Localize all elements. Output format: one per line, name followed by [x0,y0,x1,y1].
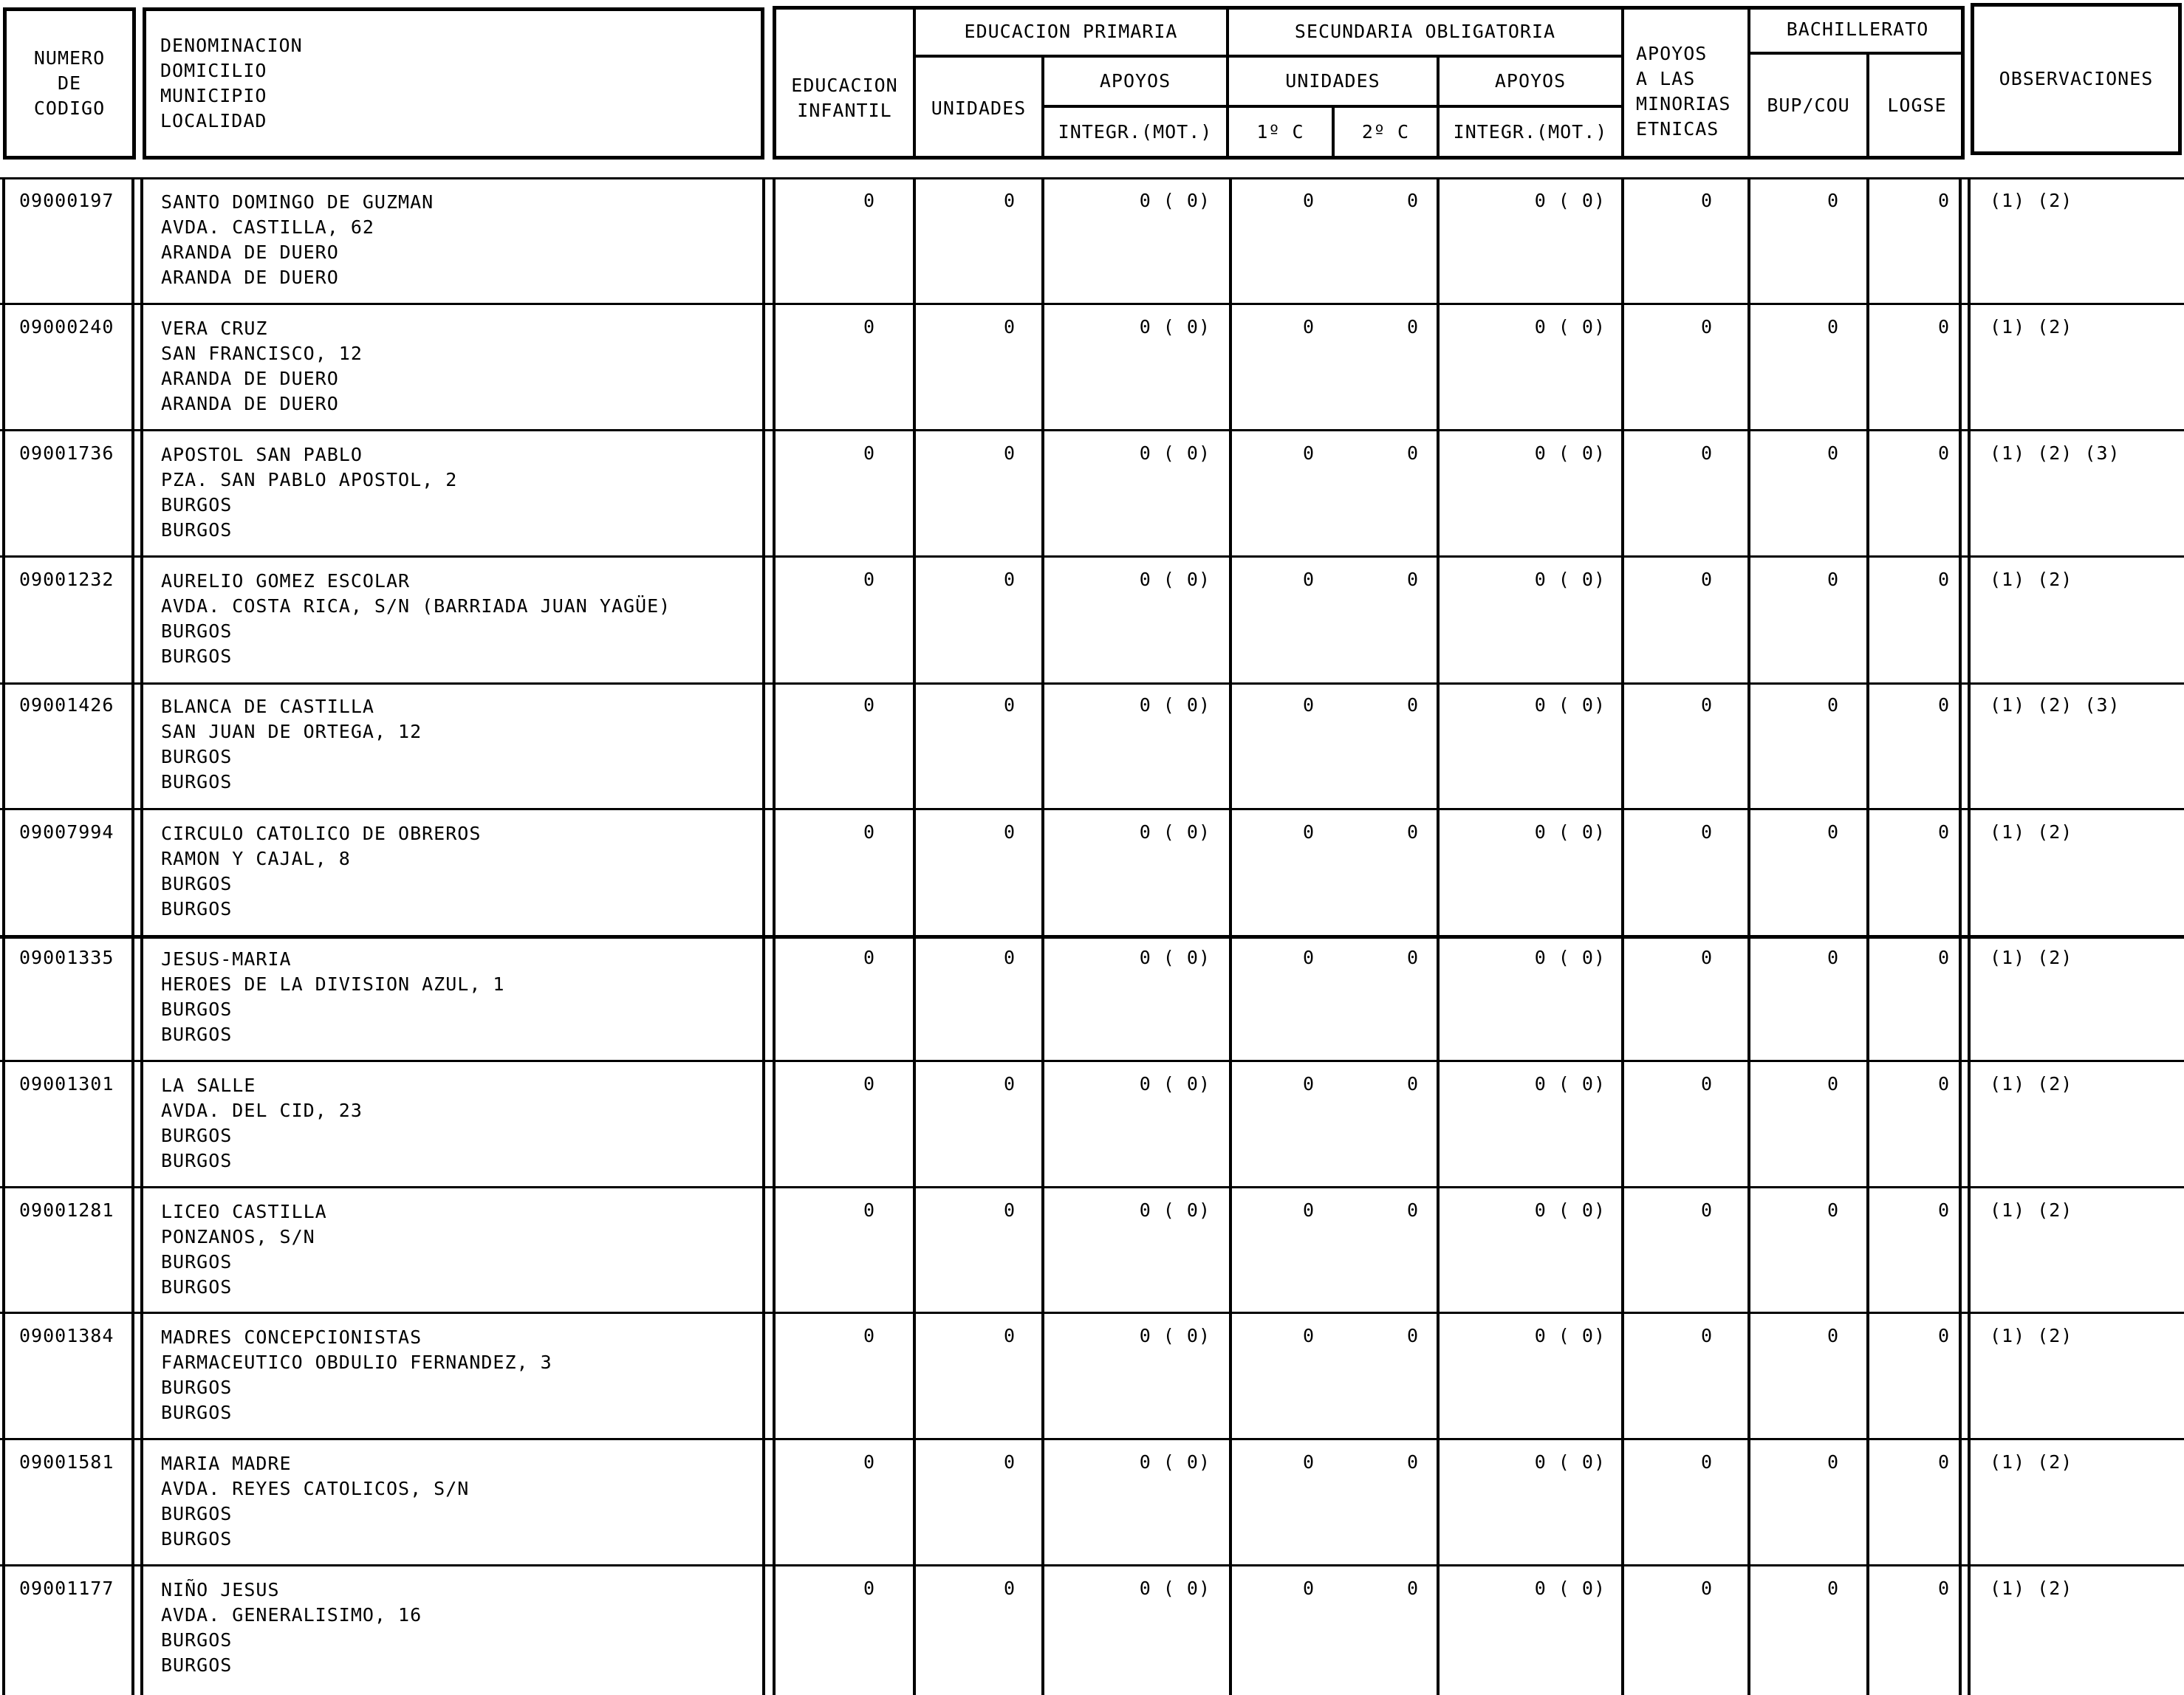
row-secundaria-2c: 0 [1406,569,1419,590]
row-name: NIÑO JESUS [161,1579,280,1600]
row-primaria-apoyos: 0 ( 0) [1139,694,1211,716]
row-secundaria-2c: 0 [1406,1073,1419,1095]
row-primaria-apoyos: 0 ( 0) [1139,947,1211,968]
row-localidad: BURGOS [161,519,233,541]
row-address: AVDA. DEL CID, 23 [161,1100,363,1121]
row-infantil: 0 [863,694,875,716]
row-localidad: BURGOS [161,1024,233,1045]
row-secundaria-1c: 0 [1302,1199,1315,1221]
row-primaria-unidades: 0 [1003,1199,1016,1221]
row-primaria-unidades: 0 [1003,694,1016,716]
row-localidad: BURGOS [161,1654,233,1676]
row-primaria-unidades: 0 [1003,1451,1016,1473]
row-infantil: 0 [863,1451,875,1473]
row-logse: 0 [1937,1451,1950,1473]
row-localidad: BURGOS [161,1528,233,1550]
header-observaciones: OBSERVACIONES [1999,68,2154,89]
row-observaciones: (1) (2) [1990,1199,2073,1221]
row-secundaria-2c: 0 [1406,1578,1419,1599]
row-secundaria-2c: 0 [1406,190,1419,211]
table-row [0,1315,2184,1439]
row-bup-cou: 0 [1827,1199,1839,1221]
row-address: AVDA. CASTILLA, 62 [161,216,374,238]
row-secundaria-apoyos: 0 ( 0) [1534,1578,1606,1599]
row-minorias: 0 [1700,1199,1713,1221]
row-divider [0,1564,2184,1566]
row-address: PONZANOS, S/N [161,1226,315,1247]
row-bup-cou: 0 [1827,316,1839,338]
table-row [0,811,2184,935]
row-localidad: BURGOS [161,1402,233,1423]
row-logse: 0 [1937,190,1950,211]
row-secundaria-apoyos: 0 ( 0) [1534,694,1606,716]
row-code: 09001736 [19,442,114,464]
row-infantil: 0 [863,1578,875,1599]
row-infantil: 0 [863,821,875,843]
row-secundaria-2c: 0 [1406,821,1419,843]
header-bachillerato: BACHILLERATO [1786,18,1929,40]
row-secundaria-apoyos: 0 ( 0) [1534,1325,1606,1346]
header-secundaria-unidades: UNIDADES [1285,70,1380,92]
row-primaria-unidades: 0 [1003,821,1016,843]
row-primaria-apoyos: 0 ( 0) [1139,569,1211,590]
row-observaciones: (1) (2) [1990,190,2073,211]
row-minorias: 0 [1700,569,1713,590]
header-secundaria-obligatoria: SECUNDARIA OBLIGATORIA [1294,21,1556,42]
row-name: APOSTOL SAN PABLO [161,444,363,465]
row-localidad: ARANDA DE DUERO [161,267,339,288]
row-municipio: BURGOS [161,1629,233,1651]
row-name: SANTO DOMINGO DE GUZMAN [161,191,434,213]
row-logse: 0 [1937,569,1950,590]
row-code: 09001232 [19,569,114,590]
row-code: 09001335 [19,947,114,968]
body-top-line [0,177,2184,179]
row-infantil: 0 [863,190,875,211]
row-secundaria-1c: 0 [1302,316,1315,338]
row-logse: 0 [1937,442,1950,464]
row-municipio: BURGOS [161,746,233,767]
row-address: AVDA. COSTA RICA, S/N (BARRIADA JUAN YAGÜE) [161,595,671,617]
row-minorias: 0 [1700,1325,1713,1346]
row-secundaria-apoyos: 0 ( 0) [1534,569,1606,590]
row-secundaria-apoyos: 0 ( 0) [1534,316,1606,338]
row-logse: 0 [1937,694,1950,716]
row-bup-cou: 0 [1827,569,1839,590]
row-minorias: 0 [1700,316,1713,338]
row-divider [0,808,2184,810]
row-name: VERA CRUZ [161,318,268,339]
row-code: 09001581 [19,1451,114,1473]
row-secundaria-apoyos: 0 ( 0) [1534,442,1606,464]
row-primaria-apoyos: 0 ( 0) [1139,190,1211,211]
header-primaria-apoyos: APOYOS [1099,70,1171,92]
header-primaria-unidades: UNIDADES [931,97,1027,119]
row-bup-cou: 0 [1827,821,1839,843]
row-code: 09007994 [19,821,114,843]
row-address: AVDA. GENERALISIMO, 16 [161,1604,422,1626]
row-primaria-unidades: 0 [1003,569,1016,590]
row-divider [0,935,2184,939]
row-secundaria-apoyos: 0 ( 0) [1534,821,1606,843]
row-secundaria-1c: 0 [1302,821,1315,843]
row-divider [0,1060,2184,1062]
table-row [0,558,2184,682]
table-row [0,939,2184,1061]
row-observaciones: (1) (2) [1990,1325,2073,1346]
row-primaria-apoyos: 0 ( 0) [1139,1578,1211,1599]
row-name: JESUS-MARIA [161,948,292,970]
header-educacion-primaria: EDUCACION PRIMARIA [964,21,1178,42]
row-observaciones: (1) (2) [1990,316,2073,338]
row-secundaria-2c: 0 [1406,947,1419,968]
row-divider [0,1186,2184,1188]
row-municipio: ARANDA DE DUERO [161,368,339,389]
header-bup-cou: BUP/COU [1767,95,1850,116]
row-code: 09000240 [19,316,114,338]
row-secundaria-1c: 0 [1302,947,1315,968]
table-row [0,181,2184,304]
row-infantil: 0 [863,1325,875,1346]
row-municipio: BURGOS [161,999,233,1020]
row-secundaria-apoyos: 0 ( 0) [1534,190,1606,211]
row-bup-cou: 0 [1827,190,1839,211]
row-minorias: 0 [1700,1578,1713,1599]
row-address: SAN JUAN DE ORTEGA, 12 [161,721,422,742]
row-primaria-unidades: 0 [1003,442,1016,464]
row-address: AVDA. REYES CATOLICOS, S/N [161,1478,470,1499]
row-name: BLANCA DE CASTILLA [161,696,374,717]
header-apoyos-minorias: APOYOS A LAS MINORIAS ETNICAS [1636,43,1731,140]
row-secundaria-2c: 0 [1406,1325,1419,1346]
row-divider [0,303,2184,305]
header-primaria-integr: INTEGR.(MOT.) [1058,121,1213,143]
table-row [0,1063,2184,1187]
row-localidad: ARANDA DE DUERO [161,393,339,414]
row-address: FARMACEUTICO OBDULIO FERNANDEZ, 3 [161,1352,552,1373]
row-code: 09001426 [19,694,114,716]
row-primaria-unidades: 0 [1003,1073,1016,1095]
row-name: LICEO CASTILLA [161,1201,327,1222]
row-minorias: 0 [1700,1451,1713,1473]
row-primaria-unidades: 0 [1003,947,1016,968]
row-primaria-apoyos: 0 ( 0) [1139,1451,1211,1473]
row-divider [0,429,2184,431]
row-bup-cou: 0 [1827,1451,1839,1473]
row-minorias: 0 [1700,190,1713,211]
row-observaciones: (1) (2) [1990,1451,2073,1473]
row-municipio: BURGOS [161,1125,233,1146]
row-minorias: 0 [1700,947,1713,968]
row-observaciones: (1) (2) [1990,1578,2073,1599]
row-name: CIRCULO CATOLICO DE OBREROS [161,823,482,844]
row-logse: 0 [1937,947,1950,968]
row-name: MARIA MADRE [161,1453,292,1474]
row-name: LA SALLE [161,1075,256,1096]
row-address: HEROES DE LA DIVISION AZUL, 1 [161,973,505,995]
row-observaciones: (1) (2) [1990,947,2073,968]
row-divider [0,1438,2184,1440]
row-code: 09001384 [19,1325,114,1346]
row-infantil: 0 [863,442,875,464]
row-minorias: 0 [1700,694,1713,716]
row-name: MADRES CONCEPCIONISTAS [161,1326,422,1348]
row-infantil: 0 [863,316,875,338]
table-row [0,1567,2184,1691]
header-secundaria-integr: INTEGR.(MOT.) [1453,121,1608,143]
row-secundaria-1c: 0 [1302,569,1315,590]
row-secundaria-2c: 0 [1406,1451,1419,1473]
row-code: 09001281 [19,1199,114,1221]
row-logse: 0 [1937,1325,1950,1346]
row-localidad: BURGOS [161,646,233,667]
row-code: 09000197 [19,190,114,211]
row-secundaria-1c: 0 [1302,442,1315,464]
row-secundaria-1c: 0 [1302,1073,1315,1095]
row-primaria-unidades: 0 [1003,190,1016,211]
row-name: AURELIO GOMEZ ESCOLAR [161,570,411,592]
row-municipio: BURGOS [161,1251,233,1273]
row-logse: 0 [1937,1199,1950,1221]
row-bup-cou: 0 [1827,1578,1839,1599]
row-divider [0,555,2184,558]
header-denominacion: DENOMINACION DOMICILIO MUNICIPIO LOCALIDAD [160,35,303,131]
row-primaria-apoyos: 0 ( 0) [1139,821,1211,843]
row-primaria-unidades: 0 [1003,1578,1016,1599]
header-secundaria-apoyos: APOYOS [1494,70,1567,92]
row-infantil: 0 [863,1199,875,1221]
row-secundaria-2c: 0 [1406,442,1419,464]
row-bup-cou: 0 [1827,694,1839,716]
row-primaria-apoyos: 0 ( 0) [1139,1325,1211,1346]
header-logse: LOGSE [1887,95,1947,116]
row-observaciones: (1) (2) (3) [1990,694,2120,716]
row-secundaria-2c: 0 [1406,694,1419,716]
row-secundaria-1c: 0 [1302,1325,1315,1346]
row-infantil: 0 [863,569,875,590]
row-logse: 0 [1937,1578,1950,1599]
row-primaria-unidades: 0 [1003,316,1016,338]
row-minorias: 0 [1700,821,1713,843]
row-minorias: 0 [1700,1073,1713,1095]
row-observaciones: (1) (2) [1990,569,2073,590]
row-secundaria-1c: 0 [1302,1578,1315,1599]
row-bup-cou: 0 [1827,947,1839,968]
row-infantil: 0 [863,1073,875,1095]
row-code: 09001177 [19,1578,114,1599]
row-municipio: BURGOS [161,620,233,642]
row-observaciones: (1) (2) [1990,821,2073,843]
row-secundaria-1c: 0 [1302,694,1315,716]
row-secundaria-apoyos: 0 ( 0) [1534,1073,1606,1095]
table-row [0,1441,2184,1565]
row-bup-cou: 0 [1827,1325,1839,1346]
row-observaciones: (1) (2) [1990,1073,2073,1095]
row-localidad: BURGOS [161,771,233,792]
row-municipio: BURGOS [161,494,233,516]
row-address: RAMON Y CAJAL, 8 [161,848,351,869]
row-localidad: BURGOS [161,1276,233,1298]
row-infantil: 0 [863,947,875,968]
row-minorias: 0 [1700,442,1713,464]
row-secundaria-2c: 0 [1406,316,1419,338]
row-municipio: BURGOS [161,873,233,894]
row-secundaria-2c: 0 [1406,1199,1419,1221]
row-municipio: BURGOS [161,1377,233,1398]
row-logse: 0 [1937,821,1950,843]
row-observaciones: (1) (2) (3) [1990,442,2120,464]
table-row [0,306,2184,430]
row-primaria-apoyos: 0 ( 0) [1139,316,1211,338]
row-primaria-apoyos: 0 ( 0) [1139,442,1211,464]
header-secundaria-1c: 1º C [1256,121,1304,143]
row-divider [0,682,2184,685]
row-secundaria-apoyos: 0 ( 0) [1534,1451,1606,1473]
row-address: SAN FRANCISCO, 12 [161,343,363,364]
header-secundaria-2c: 2º C [1361,121,1410,143]
row-logse: 0 [1937,1073,1950,1095]
row-primaria-apoyos: 0 ( 0) [1139,1073,1211,1095]
table-row [0,432,2184,556]
row-localidad: BURGOS [161,1150,233,1171]
row-secundaria-1c: 0 [1302,1451,1315,1473]
header-numero-codigo: NUMERO DE CODIGO [33,47,106,119]
row-secundaria-1c: 0 [1302,190,1315,211]
row-logse: 0 [1937,316,1950,338]
row-bup-cou: 0 [1827,1073,1839,1095]
table-row [0,685,2184,808]
table-row [0,1189,2184,1313]
row-municipio: ARANDA DE DUERO [161,242,339,263]
row-code: 09001301 [19,1073,114,1095]
row-secundaria-apoyos: 0 ( 0) [1534,947,1606,968]
row-primaria-unidades: 0 [1003,1325,1016,1346]
row-divider [0,1312,2184,1314]
header-educacion-infantil: EDUCACION INFANTIL [791,75,898,121]
row-municipio: BURGOS [161,1503,233,1524]
row-bup-cou: 0 [1827,442,1839,464]
row-address: PZA. SAN PABLO APOSTOL, 2 [161,469,458,490]
row-localidad: BURGOS [161,898,233,920]
row-primaria-apoyos: 0 ( 0) [1139,1199,1211,1221]
row-secundaria-apoyos: 0 ( 0) [1534,1199,1606,1221]
